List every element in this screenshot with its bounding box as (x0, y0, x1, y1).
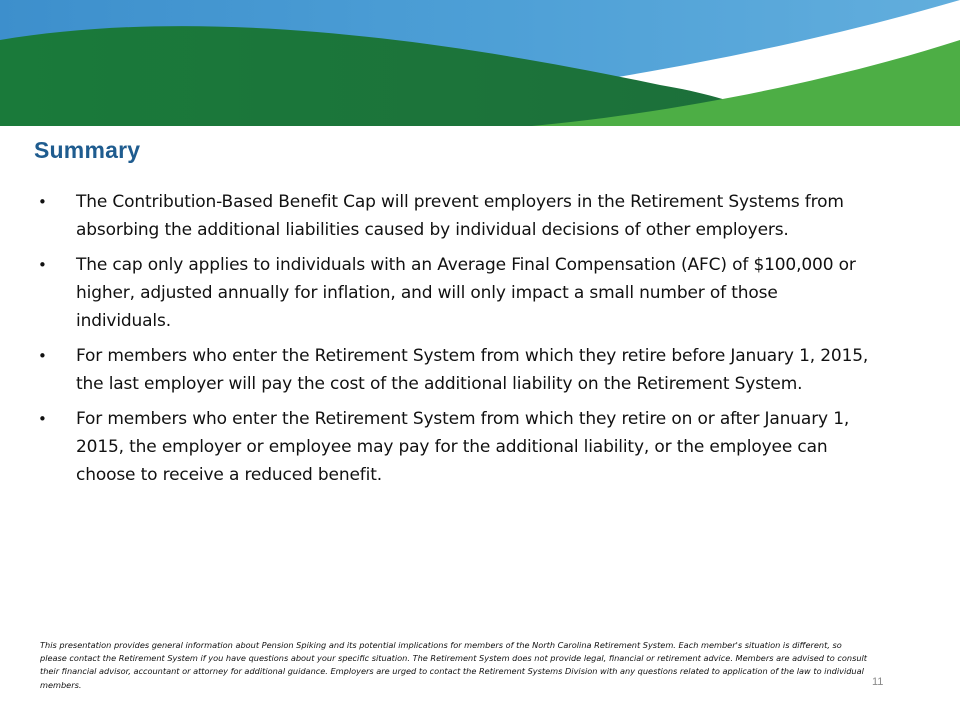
bullet-marker: • (38, 256, 47, 274)
bullet-marker: • (38, 347, 47, 365)
bullet-marker: • (38, 410, 47, 428)
bullet-item (0, 188, 872, 244)
bullet-text: For members who enter the Retirement System from which they retire on or after January 1, 2015, the employer or employee may pay for the additional liability, or the employee can choose to receive a reduced benefit. (76, 409, 850, 485)
bullet-marker: • (38, 193, 47, 211)
bullet-list (0, 188, 960, 496)
page-number: 11 (872, 676, 884, 688)
wave-white-base (0, 126, 960, 130)
bullet-item (0, 342, 872, 398)
bullet-text: For members who enter the Retirement System from which they retire before January 1, 2015, the last employer will pay the cost of the additional liability on the Retirement System. (76, 346, 869, 394)
header-wave-banner (0, 0, 960, 130)
bullet-text: The Contribution-Based Benefit Cap will prevent employers in the Retirement Systems from absorbing the additional liabilities caused by individual decisions of other employers. (76, 192, 844, 240)
bullet-text: The cap only applies to individuals with an Average Final Compensation (AFC) of $100,000 or higher, adjusted annually for inflation, and will only impact a small number of those individuals. (76, 255, 856, 331)
slide-title: Summary (34, 137, 141, 163)
bullet-item (0, 251, 872, 335)
disclaimer-text: This presentation provides general information about Pension Spiking and its potential implications for members of the North Carolina Retirement System. Each member's situation is different, so please contact the Retirement System if you have questions about your specific situation. The Retirement System does not provide legal, financial or retirement advice. Members are advised to consult their financial advisor, accountant or attorney for additional guidance. Employers are urged to contact the Retirement Systems Division with any questions related to application of the law to individual members. (40, 640, 868, 690)
bullet-item (0, 405, 872, 489)
